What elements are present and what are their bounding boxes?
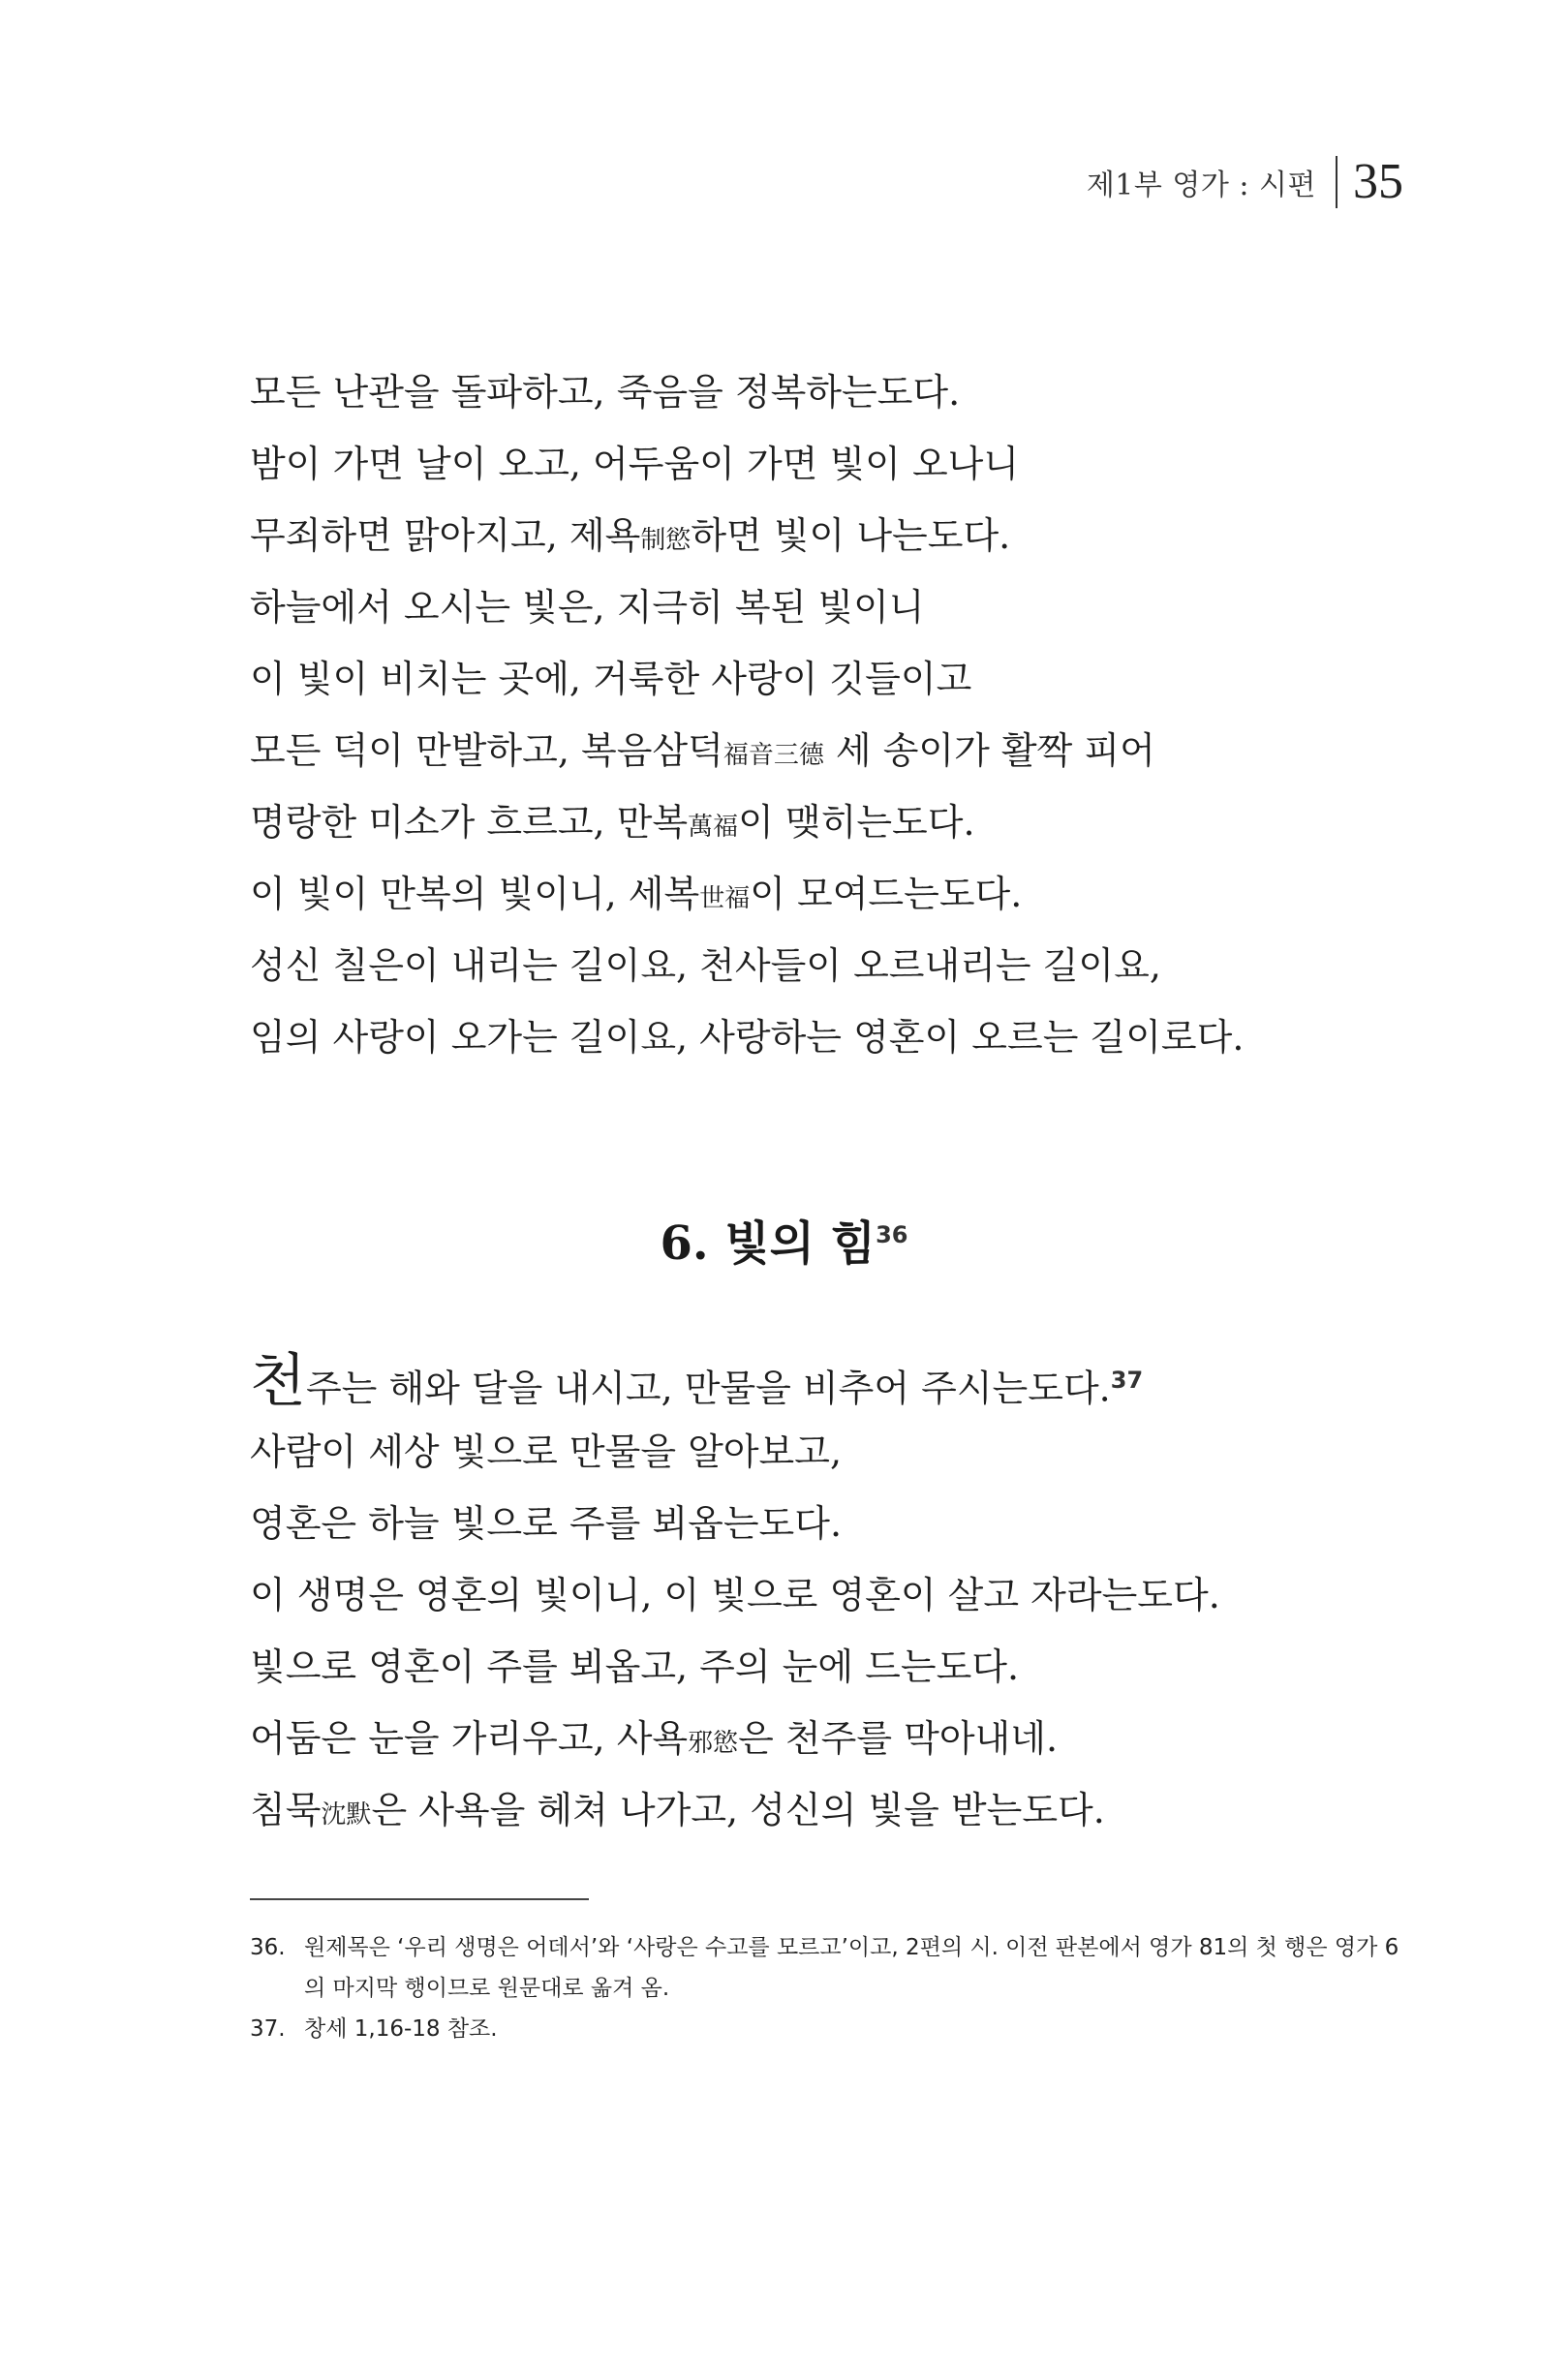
- footnote-36: [250, 1927, 1412, 2009]
- verse-line: 사람이 세상 빛으로 만물을 알아보고,: [250, 1430, 843, 1473]
- page-number: 35: [1353, 154, 1403, 209]
- verse-line: 이 생명은 영혼의 빛이니, 이 빛으로 영혼이 살고 자라는도다.: [250, 1574, 1220, 1616]
- hanja-gloss: 制慾: [640, 526, 692, 555]
- verse-line: 모든 덕이 만발하고, 복음삼덕福音三德 세 송이가 활짝 피어: [250, 729, 1155, 772]
- footnote-text: 원제목은 ‘우리 생명은 어데서’와 ‘사랑은 수고를 모르고’이고, 2편의 시. 이전 판본에서 영가 81의 첫 행은 영가 6의 마지막 행이므로 원문대로 옮겨 옴.: [304, 1935, 1399, 2001]
- header-divider: [1336, 156, 1337, 208]
- verse-line: 이 빛이 비치는 곳에, 거룩한 사랑이 깃들이고: [250, 658, 972, 700]
- verse-block-bottom: [250, 1344, 1402, 1846]
- running-header: [1087, 153, 1403, 211]
- hanja-gloss: 世福: [699, 884, 751, 913]
- verse-line: 모든 난관을 돌파하고, 죽음을 정복하는도다.: [250, 371, 961, 414]
- verse-line: 명랑한 미소가 흐르고, 만복萬福이 맺히는도다.: [250, 801, 975, 844]
- drop-initial: 천: [250, 1347, 306, 1416]
- verse-line: 빛으로 영혼이 주를 뵈옵고, 주의 눈에 드는도다.: [250, 1645, 1020, 1688]
- verse-line: 성신 칠은이 내리는 길이요, 천사들이 오르내리는 길이요,: [250, 944, 1161, 987]
- verse-line: 이 빛이 만복의 빛이니, 세복世福이 모여드는도다.: [250, 873, 1023, 915]
- footnote-ref[interactable]: 37: [1110, 1367, 1144, 1394]
- verse-line: 하늘에서 오시는 빛은, 지극히 복된 빛이니: [250, 586, 925, 629]
- verse-line: 침묵沈默은 사욕을 헤쳐 나가고, 성신의 빛을 받는도다.: [250, 1789, 1105, 1831]
- footnote-divider: [250, 1898, 589, 1900]
- footnotes: [250, 1927, 1412, 2049]
- footnote-ref[interactable]: 36: [876, 1221, 908, 1248]
- section-title: 6. 빛의 힘: [660, 1216, 876, 1271]
- footnote-number: 37.: [250, 2016, 286, 2042]
- verse-line: 영혼은 하늘 빛으로 주를 뵈옵는도다.: [250, 1502, 843, 1545]
- hanja-gloss: 福音三德: [723, 741, 824, 770]
- section-heading: [0, 1206, 1568, 1273]
- footnote-text: 창세 1,16-18 참조.: [304, 2016, 498, 2042]
- verse-line-first: 천주는 해와 달을 내시고, 만물을 비추어 주시는도다.$^{37}$: [250, 1347, 1144, 1416]
- footnote-37: [250, 2009, 1412, 2049]
- footnote-number: 36.: [250, 1935, 286, 1960]
- hanja-gloss: 萬福: [688, 813, 739, 842]
- hanja-gloss: 沈默: [321, 1800, 372, 1830]
- verse-line: 밤이 가면 날이 오고, 어두움이 가면 빛이 오나니: [250, 443, 1020, 485]
- verse-block-top: [250, 356, 1402, 1073]
- hanja-gloss: 邪慾: [688, 1729, 739, 1758]
- verse-line: 무죄하면 맑아지고, 제욕制慾하면 빛이 나는도다.: [250, 514, 1011, 557]
- running-title: 제1부 영가 : 시편: [1086, 169, 1316, 202]
- verse-line: 임의 사랑이 오가는 길이요, 사랑하는 영혼이 오르는 길이로다.: [250, 1016, 1245, 1059]
- verse-line: 어둠은 눈을 가리우고, 사욕邪慾은 천주를 막아내네.: [250, 1717, 1059, 1760]
